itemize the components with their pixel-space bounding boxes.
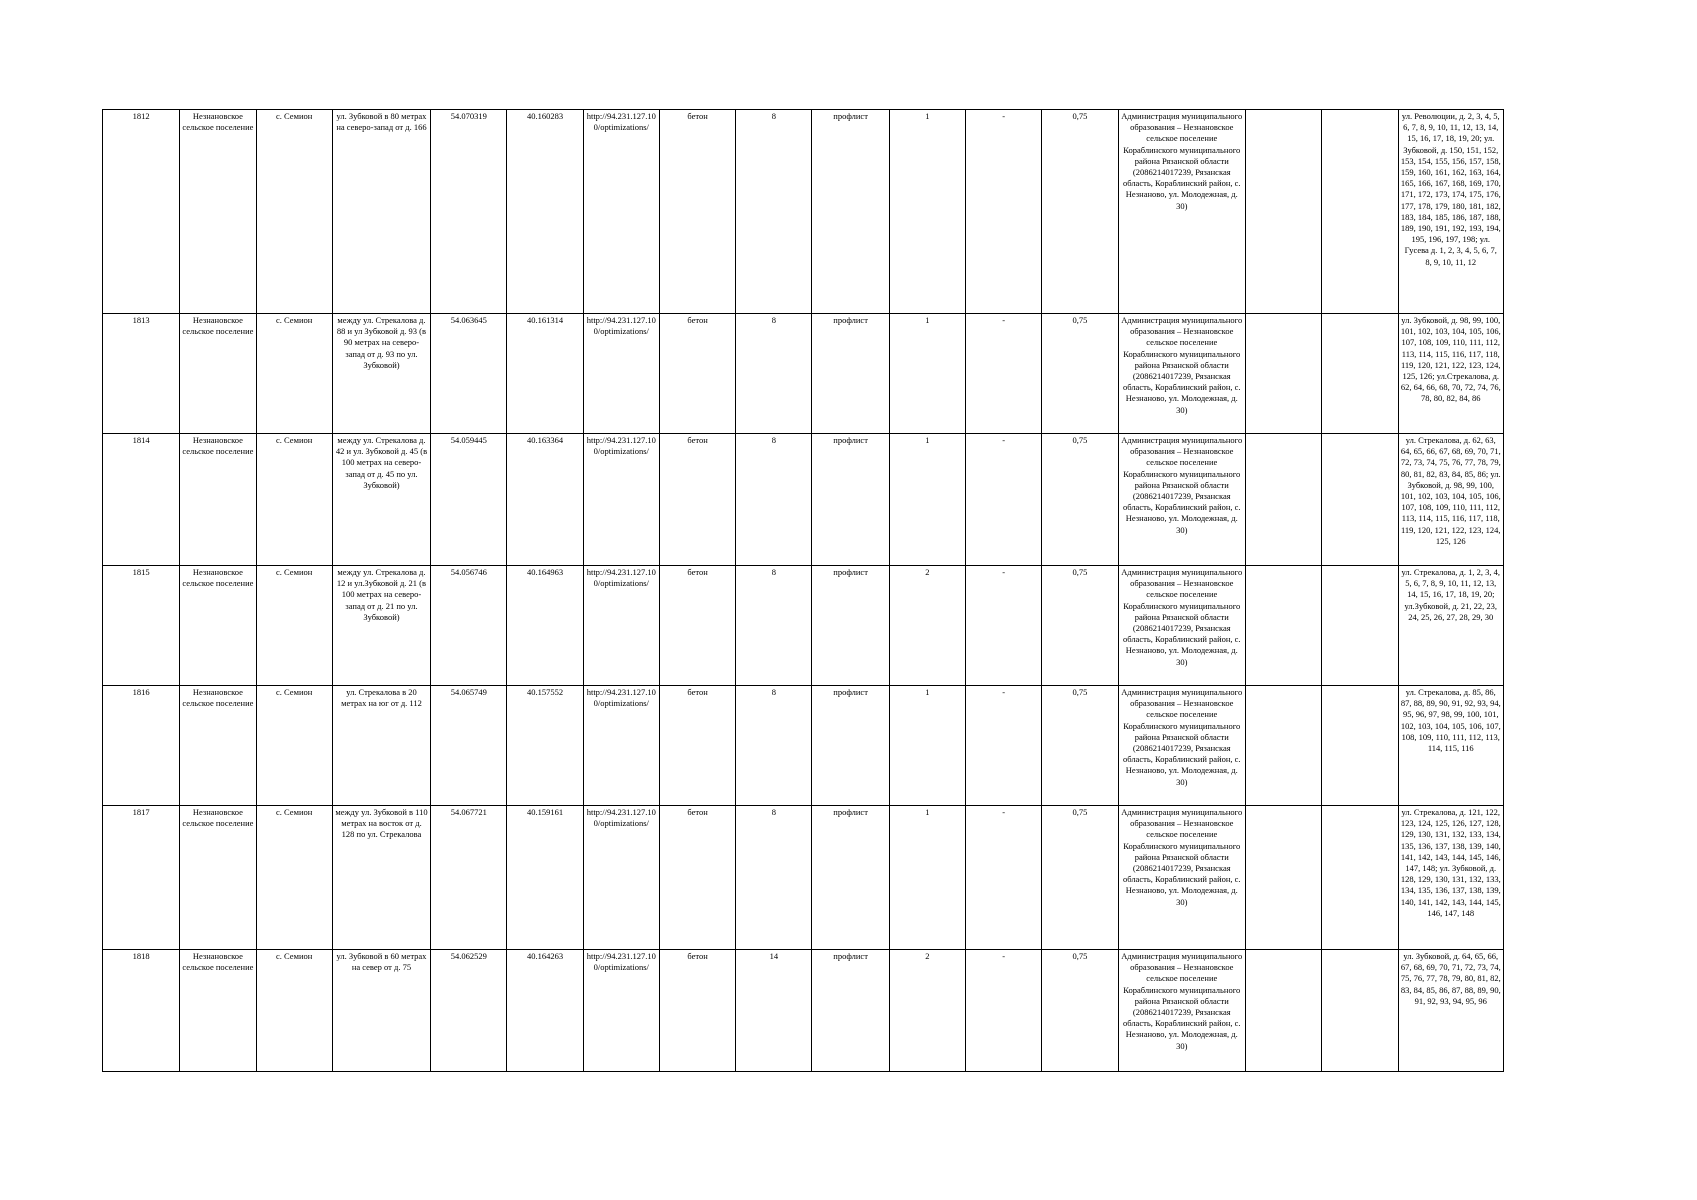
table-row — [103, 806, 1504, 950]
locality: с. Семион — [256, 434, 332, 566]
table-row — [103, 950, 1504, 1072]
container-volume: 0,75 — [1042, 110, 1118, 314]
site-area: 8 — [736, 110, 812, 314]
planned-containers: - — [966, 110, 1042, 314]
extra-cell — [1322, 686, 1398, 806]
site-area: 8 — [736, 806, 812, 950]
served-houses: ул. Зубковой, д. 98, 99, 100, 101, 102, 103, 104, 105, 106, 107, 108, 109, 110, 111, 112, 113, 114, 115, 116, 117, 118, 119, 120, 121, 122, 123, 124, 125, 126; ул.Стрекалова, д. 62, 64, 66, 68, 70, 72, 74, 76, 78, 80, 82, 84, 86 — [1398, 314, 1503, 434]
locality: с. Семион — [256, 566, 332, 686]
table-row — [103, 434, 1504, 566]
settlement: Незнановское сельское поселение — [180, 314, 256, 434]
container-sites-table — [102, 109, 1504, 1072]
served-houses: ул. Зубковой, д. 64, 65, 66, 67, 68, 69, 70, 71, 72, 73, 74, 75, 76, 77, 78, 79, 80, 81, 82, 83, 84, 85, 86, 87, 88, 89, 90, 91, 92, 93, 94, 95, 96 — [1398, 950, 1503, 1072]
container-volume: 0,75 — [1042, 314, 1118, 434]
fence-material: профлист — [812, 434, 889, 566]
surface-type: бетон — [659, 110, 735, 314]
fence-material: профлист — [812, 950, 889, 1072]
fence-material: профлист — [812, 314, 889, 434]
surface-type: бетон — [659, 806, 735, 950]
extra-cell — [1245, 566, 1321, 686]
site-area: 8 — [736, 566, 812, 686]
container-volume: 0,75 — [1042, 950, 1118, 1072]
surface-type: бетон — [659, 314, 735, 434]
latitude: 54.065749 — [431, 686, 507, 806]
latitude: 54.070319 — [431, 110, 507, 314]
container-count: 1 — [889, 686, 965, 806]
latitude: 54.056746 — [431, 566, 507, 686]
extra-cell — [1245, 110, 1321, 314]
owner-info: Администрация муниципального образования – Незнановское сельское поселение Кораблинского муниципального района Рязанской области (2086214017239, Рязанская область, Кораблинский район, с. Незнаново, ул. Молодежная, д. 30) — [1118, 110, 1245, 314]
table-row — [103, 566, 1504, 686]
container-count: 1 — [889, 314, 965, 434]
latitude: 54.062529 — [431, 950, 507, 1072]
site-area: 8 — [736, 686, 812, 806]
settlement: Незнановское сельское поселение — [180, 950, 256, 1072]
extra-cell — [1245, 434, 1321, 566]
container-volume: 0,75 — [1042, 806, 1118, 950]
row-number: 1816 — [103, 686, 180, 806]
map-link[interactable]: http://94.231.127.100/optimizations/ — [583, 314, 659, 434]
locality: с. Семион — [256, 806, 332, 950]
location-description: ул. Зубковой в 60 метрах на север от д. 75 — [332, 950, 430, 1072]
map-link[interactable]: http://94.231.127.100/optimizations/ — [583, 434, 659, 566]
container-volume: 0,75 — [1042, 686, 1118, 806]
owner-info: Администрация муниципального образования – Незнановское сельское поселение Кораблинского муниципального района Рязанской области (2086214017239, Рязанская область, Кораблинский район, с. Незнаново, ул. Молодежная, д. 30) — [1118, 566, 1245, 686]
extra-cell — [1322, 950, 1398, 1072]
extra-cell — [1245, 686, 1321, 806]
longitude: 40.160283 — [507, 110, 583, 314]
fence-material: профлист — [812, 686, 889, 806]
container-count: 2 — [889, 566, 965, 686]
served-houses: ул. Стрекалова, д. 62, 63, 64, 65, 66, 67, 68, 69, 70, 71, 72, 73, 74, 75, 76, 77, 78, 79, 80, 81, 82, 83, 84, 85, 86; ул. Зубковой, д. 98, 99, 100, 101, 102, 103, 104, 105, 106, 107, 108, 109, 110, 111, 112, 113, 114, 115, 116, 117, 118, 119, 120, 121, 122, 123, 124, 125, 126 — [1398, 434, 1503, 566]
surface-type: бетон — [659, 950, 735, 1072]
fence-material: профлист — [812, 110, 889, 314]
extra-cell — [1322, 434, 1398, 566]
planned-containers: - — [966, 314, 1042, 434]
latitude: 54.063645 — [431, 314, 507, 434]
longitude: 40.161314 — [507, 314, 583, 434]
extra-cell — [1245, 950, 1321, 1072]
location-description: между ул. Стрекалова д. 12 и ул.Зубковой д. 21 (в 100 метрах на северо-запад от д. 21 по ул. Зубковой) — [332, 566, 430, 686]
row-number: 1815 — [103, 566, 180, 686]
latitude: 54.067721 — [431, 806, 507, 950]
settlement: Незнановское сельское поселение — [180, 806, 256, 950]
row-number: 1814 — [103, 434, 180, 566]
settlement: Незнановское сельское поселение — [180, 434, 256, 566]
owner-info: Администрация муниципального образования – Незнановское сельское поселение Кораблинского муниципального района Рязанской области (2086214017239, Рязанская область, Кораблинский район, с. Незнаново, ул. Молодежная, д. 30) — [1118, 950, 1245, 1072]
site-area: 8 — [736, 434, 812, 566]
location-description: ул. Зубковой в 80 метрах на северо-запад от д. 166 — [332, 110, 430, 314]
location-description: между ул. Зубковой в 110 метрах на восток от д. 128 по ул. Стрекалова — [332, 806, 430, 950]
extra-cell — [1322, 566, 1398, 686]
table-row — [103, 314, 1504, 434]
row-number: 1817 — [103, 806, 180, 950]
fence-material: профлист — [812, 566, 889, 686]
row-number: 1813 — [103, 314, 180, 434]
surface-type: бетон — [659, 566, 735, 686]
planned-containers: - — [966, 686, 1042, 806]
site-area: 14 — [736, 950, 812, 1072]
map-link[interactable]: http://94.231.127.100/optimizations/ — [583, 566, 659, 686]
longitude: 40.157552 — [507, 686, 583, 806]
settlement: Незнановское сельское поселение — [180, 686, 256, 806]
row-number: 1818 — [103, 950, 180, 1072]
planned-containers: - — [966, 566, 1042, 686]
map-link[interactable]: http://94.231.127.100/optimizations/ — [583, 686, 659, 806]
location-description: между ул. Стрекалова д. 88 и ул Зубковой д. 93 (в 90 метрах на северо-запад от д. 93 по ул. Зубковой) — [332, 314, 430, 434]
served-houses: ул. Революции, д. 2, 3, 4, 5, 6, 7, 8, 9, 10, 11, 12, 13, 14, 15, 16, 17, 18, 19, 20; ул. Зубковой, д. 150, 151, 152, 153, 154, 155, 156, 157, 158, 159, 160, 161, 162, 163, 164, 165, 166, 167, 168, 169, 170, 171, 172, 173, 174, 175, 176, 177, 178, 179, 180, 181, 182, 183, 184, 185, 186, 187, 188, 189, 190, 191, 192, 193, 194, 195, 196, 197, 198; ул. Гусева д. 1, 2, 3, 4, 5, 6, 7, 8, 9, 10, 11, 12 — [1398, 110, 1503, 314]
planned-containers: - — [966, 950, 1042, 1072]
longitude: 40.164963 — [507, 566, 583, 686]
surface-type: бетон — [659, 686, 735, 806]
table-row — [103, 686, 1504, 806]
extra-cell — [1322, 806, 1398, 950]
longitude: 40.159161 — [507, 806, 583, 950]
owner-info: Администрация муниципального образования – Незнановское сельское поселение Кораблинского муниципального района Рязанской области (2086214017239, Рязанская область, Кораблинский район, с. Незнаново, ул. Молодежная, д. 30) — [1118, 806, 1245, 950]
served-houses: ул. Стрекалова, д. 85, 86, 87, 88, 89, 90, 91, 92, 93, 94, 95, 96, 97, 98, 99, 100, 101, 102, 103, 104, 105, 106, 107, 108, 109, 110, 111, 112, 113, 114, 115, 116 — [1398, 686, 1503, 806]
served-houses: ул. Стрекалова, д. 121, 122, 123, 124, 125, 126, 127, 128, 129, 130, 131, 132, 133, 134, 135, 136, 137, 138, 139, 140, 141, 142, 143, 144, 145, 146, 147, 148; ул. Зубковой, д. 128, 129, 130, 131, 132, 133, 134, 135, 136, 137, 138, 139, 140, 141, 142, 143, 144, 145, 146, 147, 148 — [1398, 806, 1503, 950]
locality: с. Семион — [256, 314, 332, 434]
fence-material: профлист — [812, 806, 889, 950]
container-count: 1 — [889, 434, 965, 566]
row-number: 1812 — [103, 110, 180, 314]
extra-cell — [1322, 314, 1398, 434]
settlement: Незнановское сельское поселение — [180, 566, 256, 686]
locality: с. Семион — [256, 950, 332, 1072]
container-count: 1 — [889, 806, 965, 950]
settlement: Незнановское сельское поселение — [180, 110, 256, 314]
extra-cell — [1245, 314, 1321, 434]
locality: с. Семион — [256, 686, 332, 806]
container-count: 2 — [889, 950, 965, 1072]
latitude: 54.059445 — [431, 434, 507, 566]
planned-containers: - — [966, 806, 1042, 950]
planned-containers: - — [966, 434, 1042, 566]
map-link[interactable]: http://94.231.127.100/optimizations/ — [583, 950, 659, 1072]
longitude: 40.164263 — [507, 950, 583, 1072]
surface-type: бетон — [659, 434, 735, 566]
container-volume: 0,75 — [1042, 566, 1118, 686]
longitude: 40.163364 — [507, 434, 583, 566]
locality: с. Семион — [256, 110, 332, 314]
container-volume: 0,75 — [1042, 434, 1118, 566]
served-houses: ул. Стрекалова, д. 1, 2, 3, 4, 5, 6, 7, 8, 9, 10, 11, 12, 13, 14, 15, 16, 17, 18, 19, 20; ул.Зубковой, д. 21, 22, 23, 24, 25, 26, 27, 28, 29, 30 — [1398, 566, 1503, 686]
container-count: 1 — [889, 110, 965, 314]
map-link[interactable]: http://94.231.127.100/optimizations/ — [583, 110, 659, 314]
map-link[interactable]: http://94.231.127.100/optimizations/ — [583, 806, 659, 950]
extra-cell — [1245, 806, 1321, 950]
location-description: ул. Стрекалова в 20 метрах на юг от д. 112 — [332, 686, 430, 806]
table-row — [103, 110, 1504, 314]
extra-cell — [1322, 110, 1398, 314]
location-description: между ул. Стрекалова д. 42 и ул. Зубковой д. 45 (в 100 метрах на северо-запад от д. 45 по ул. Зубковой) — [332, 434, 430, 566]
owner-info: Администрация муниципального образования – Незнановское сельское поселение Кораблинского муниципального района Рязанской области (2086214017239, Рязанская область, Кораблинский район, с. Незнаново, ул. Молодежная, д. 30) — [1118, 314, 1245, 434]
owner-info: Администрация муниципального образования – Незнановское сельское поселение Кораблинского муниципального района Рязанской области (2086214017239, Рязанская область, Кораблинский район, с. Незнаново, ул. Молодежная, д. 30) — [1118, 686, 1245, 806]
site-area: 8 — [736, 314, 812, 434]
owner-info: Администрация муниципального образования – Незнановское сельское поселение Кораблинского муниципального района Рязанской области (2086214017239, Рязанская область, Кораблинский район, с. Незнаново, ул. Молодежная, д. 30) — [1118, 434, 1245, 566]
